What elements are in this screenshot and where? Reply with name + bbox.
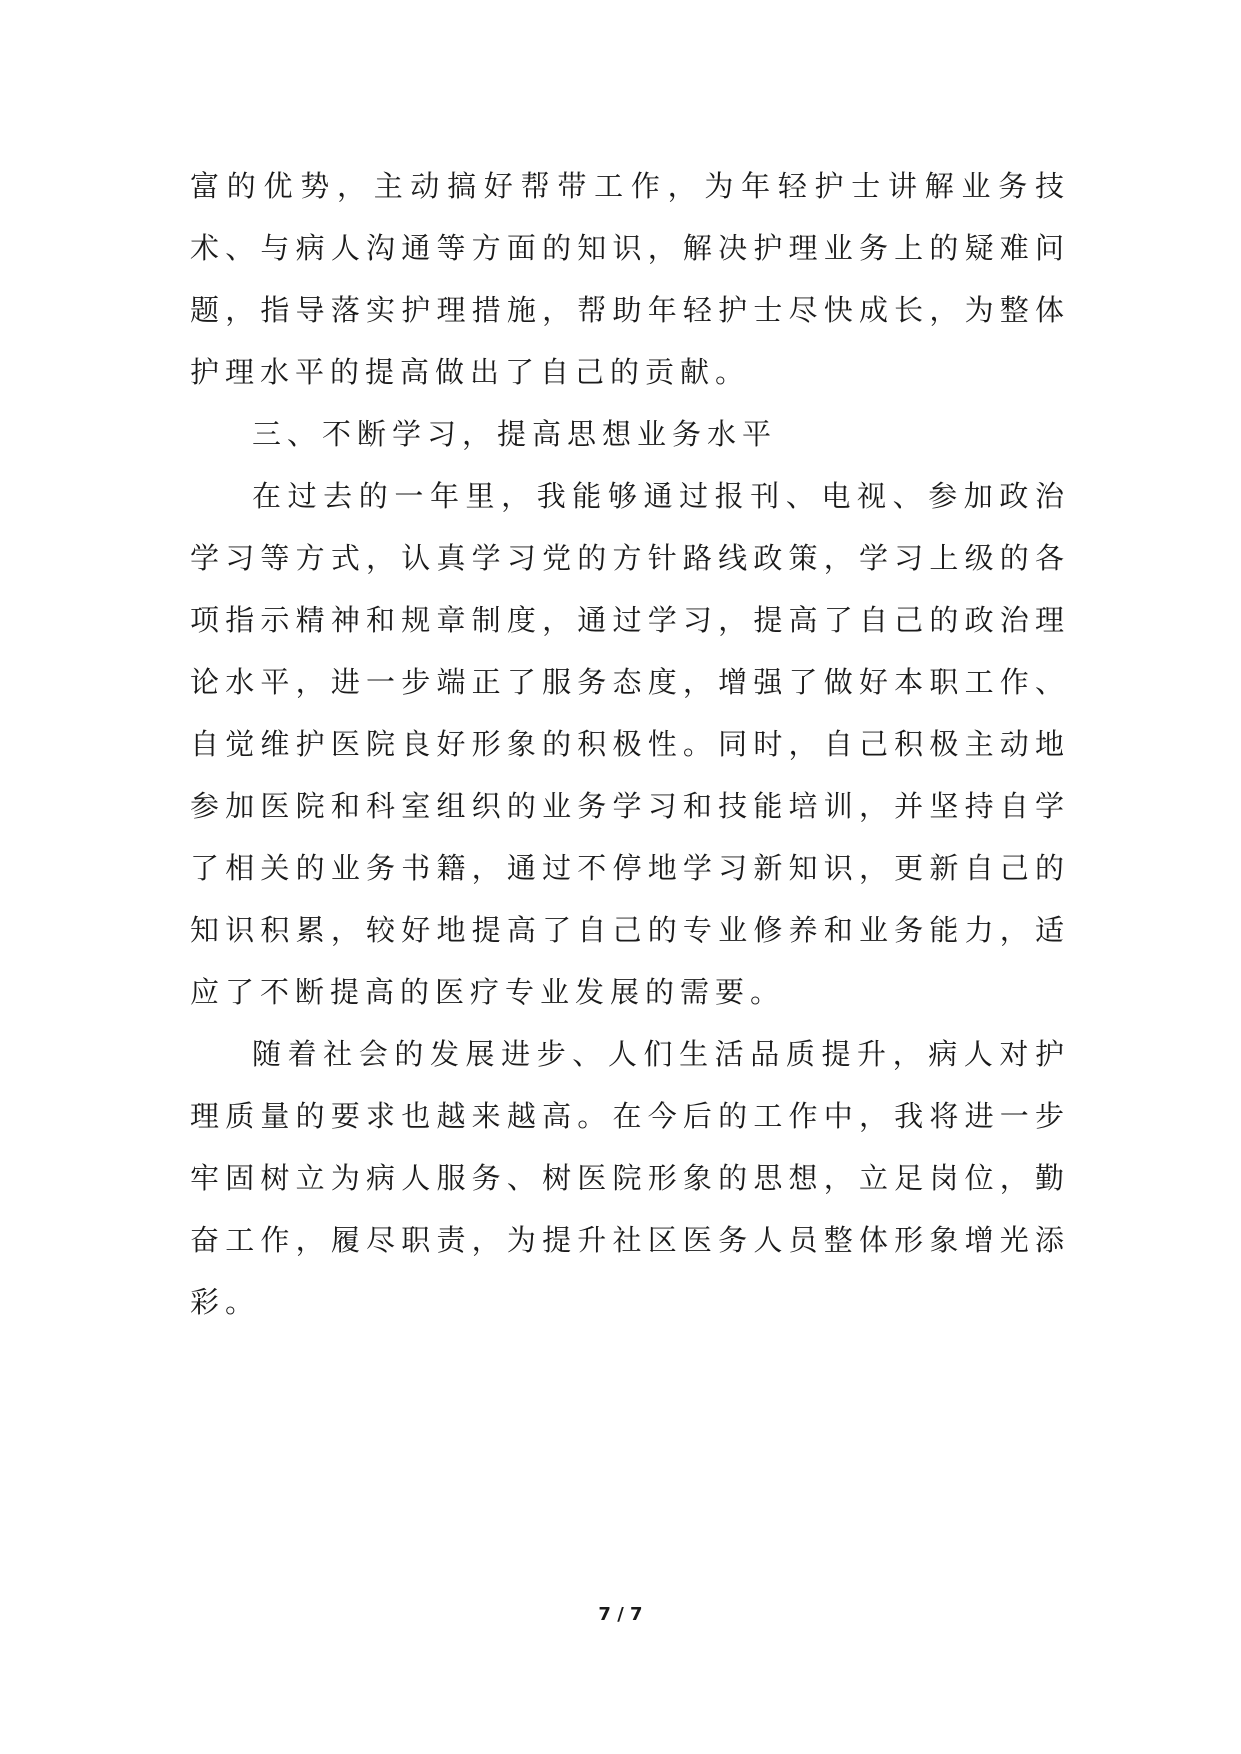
paragraph-conclusion: 随着社会的发展进步、人们生活品质提升，病人对护理质量的要求也越来越高。在今后的工作中，我将进一步牢固树立为病人服务、树医院形象的思想，立足岗位，勤奋工作，履尽职责，为提升社区医务人员整体形象增光添彩。 xyxy=(190,1037,1070,1319)
document-body xyxy=(190,155,1070,1333)
paragraph-study: 在过去的一年里，我能够通过报刊、电视、参加政治学习等方式，认真学习党的方针路线政策，学习上级的各项指示精神和规章制度，通过学习，提高了自己的政治理论水平，进一步端正了服务态度，增强了做好本职工作、自觉维护医院良好形象的积极性。同时，自己积极主动地参加医院和科室组织的业务学习和技能培训，并坚持自学了相关的业务书籍，通过不停地学习新知识，更新自己的知识积累，较好地提高了自己的专业修养和业务能力，适应了不断提高的医疗专业发展的需要。 xyxy=(190,479,1070,1009)
section-heading: 三、不断学习，提高思想业务水平 xyxy=(252,417,778,451)
page-number: 7 / 7 xyxy=(598,1604,643,1625)
paragraph-continuation: 富的优势，主动搞好帮带工作，为年轻护士讲解业务技术、与病人沟通等方面的知识，解决护理业务上的疑难问题，指导落实护理措施，帮助年轻护士尽快成长，为整体护理水平的提高做出了自己的贡献。 xyxy=(190,169,1070,389)
